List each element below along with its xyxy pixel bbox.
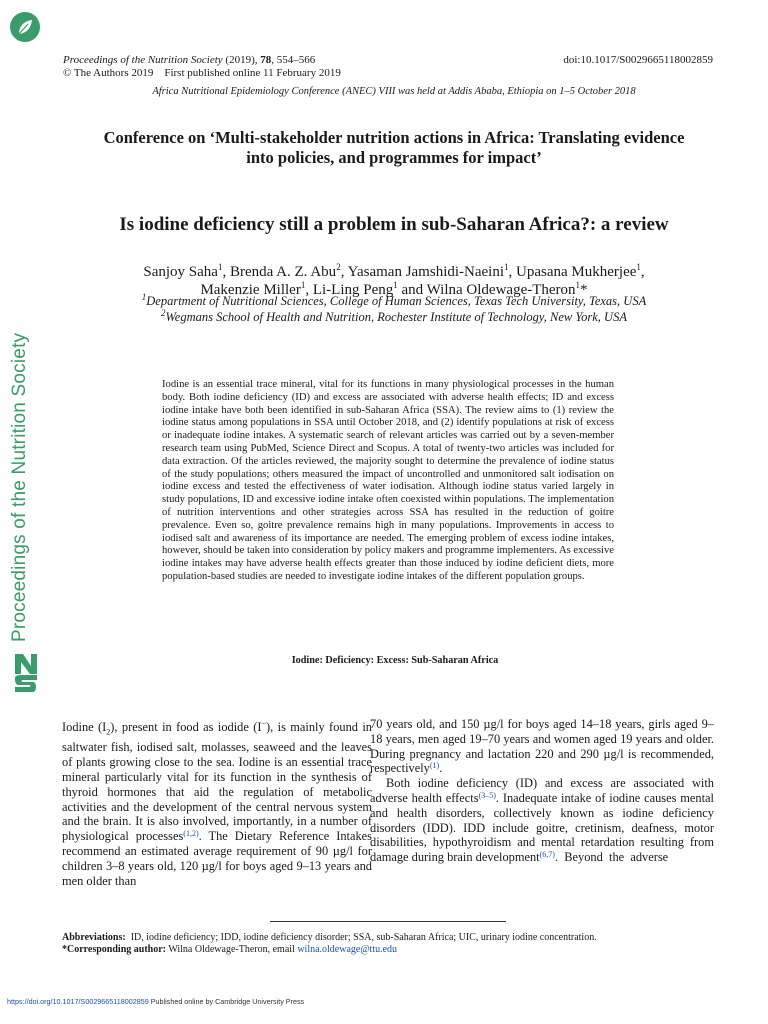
affiliation-sup: 1 — [393, 280, 398, 290]
affiliation-text: Wegmans School of Health and Nutrition, Rochester Institute of Technology, New York, USA — [165, 309, 627, 324]
footnote-divider — [270, 921, 506, 922]
affiliation-sup: 1 — [636, 262, 641, 272]
citation-link[interactable]: (1,2) — [183, 829, 199, 839]
affiliation-sup: 2 — [161, 307, 166, 318]
author-name: , Brenda A. Z. Abu — [222, 264, 337, 280]
journal-pages: , 554–566 — [271, 54, 316, 66]
journal-volume: 78 — [260, 54, 272, 66]
citation-link[interactable]: (1) — [429, 761, 440, 771]
body-column-left — [62, 717, 372, 888]
journal-citation — [63, 54, 315, 67]
author-name: , Li-Ling Peng — [305, 282, 394, 298]
doi-label[interactable]: doi:10.1017/S0029665118002859 — [563, 54, 713, 66]
sidebar-journal-title: Proceedings of the Nutrition Society — [9, 332, 30, 642]
journal-name: Proceedings of the Nutrition Society — [63, 54, 223, 66]
body-paragraph: 70 years old, and 150 µg/l for boys aged 14–18 years, girls aged 9–18 years, men aged 19–70 years and women aged 19 years and older. During pregnancy and lactation 220 and 290 µg/l is recommended, respectively$^{(1)}$. — [370, 717, 714, 776]
publisher-note: Published online by Cambridge University Press — [148, 997, 305, 1006]
affiliation-sup: 1 — [217, 262, 223, 272]
conference-title — [60, 128, 728, 168]
author-name: Makenzie Miller — [200, 282, 301, 298]
affiliation-sup: 1 — [575, 280, 581, 290]
copyright-line: © The Authors 2019 First published online 11 February 2019 — [63, 67, 341, 79]
doi-url-link[interactable]: https://doi.org/10.1017/S0029665118002859 — [7, 997, 149, 1006]
footnotes — [62, 932, 722, 956]
author-name: and Wilna Oldewage-Theron — [397, 282, 576, 298]
affiliations — [60, 291, 728, 325]
author-name: , Upasana Mukherjee — [508, 264, 637, 280]
conference-note: Africa Nutritional Epidemiology Conference (ANEC) VIII was held at Addis Ababa, Ethiopia on 1–5 October 2018 — [152, 86, 636, 97]
keywords: Iodine: Deficiency: Excess: Sub-Saharan Africa — [291, 655, 499, 666]
conference-title-line: into policies, and programmes for impact’ — [246, 148, 542, 167]
page-footer — [7, 997, 304, 1006]
email-link[interactable]: wilna.oldewage@ttu.edu — [297, 944, 398, 955]
journal-year: (2019), — [222, 54, 261, 66]
body-paragraph: Iodine $(I_2)$, present in food as iodide (I−), is mainly found in saltwater fish, iodised salt, molasses, seaweed and the leaves of plants growing close to the sea. Iodine is an essential trace mineral particularly vital for its function in the synthesis of thyroid hormones that aid the regulation of metabolic activities and the development of the central nervous system and the brain. It is also involved, importantly, in a number of physiological processes$^{(1,2)}$. The Dietary Reference Intakes recommend an estimated average requirement of 90 µg/l for children 3–8 years old, 120 µg/l for boys aged 9–13 years and men older than — [62, 719, 373, 888]
corresponding-label: *Corresponding author: — [62, 944, 166, 955]
affiliation-sup: 1 — [504, 262, 509, 272]
corresponding-asterisk: * — [580, 282, 588, 298]
paper-title: Is iodine deficiency still a problem in sub-Saharan Africa?: a review — [119, 214, 669, 235]
affiliation-sup: 2 — [336, 262, 341, 272]
corresponding-text: Wilna Oldewage-Theron, email — [166, 944, 298, 955]
body-column-right — [370, 717, 714, 865]
abstract: Iodine is an essential trace mineral, vital for its functions in many physiological processes in the human body. Both iodine deficiency (ID) and excess are associated with adverse health effects; ID and excess iodine intake have both been identified in sub-Saharan Africa (SSA). The review aims to (1) review the iodine status among populations in SSA until October 2018, and (2) identify populations at risk of excess or inadequate iodine intakes. A systematic search of relevant articles was carried out by a seven-member research team using PubMed, Science Direct and Scopus. A total of twenty-two articles was included for data extraction. Of the articles reviewed, the majority sought to determine the prevalence of iodine status of the study populations; others measured the impact of uncontrolled and unmonitored salt iodisation on iodine excess and tested the effectiveness of water iodisation. Although iodine status varied largely in study populations, ID and excessive iodine intake often coexisted within populations. The implementation of nutrition interventions and other strategies across SSA has resulted in the reduction of goitre prevalence. Even so, goitre prevalence remains high in many populations. Improvements in access to iodised salt and awareness of its importance are needed. The emerging problem of excess iodine intakes, however, should be taken into consideration by policy makers and programme implementers. As excessive iodine intakes may have adverse health effects greater than those induced by iodine deficient diets, more population-based studies are needed to investigate iodine intakes of the different population groups. — [162, 379, 614, 582]
author-name: Sanjoy Saha — [143, 264, 218, 280]
conference-title-line: Conference on ‘Multi-stakeholder nutrition actions in Africa: Translating evidence — [103, 128, 685, 147]
author-separator: , — [640, 264, 645, 280]
citation-link[interactable]: (3–5) — [478, 790, 496, 800]
body-paragraph: Both iodine deficiency (ID) and excess are associated with adverse health effects$^{(3-5)}$. Inadequate intake of iodine causes mental and health disorders, collectively known as iodine deficiency disorders (IDD). IDD include goitre, cretinism, deafness, motor disabilities, hypothyroidism and mental retardation resulting from damage during brain development$^{(6,7)}$. Beyond the adverse — [370, 776, 714, 865]
abbreviations-text: ID, iodine deficiency; IDD, iodine deficiency disorder; SSA, sub-Saharan Africa; UIC, urinary iodine concentration. — [125, 932, 597, 943]
citation-link[interactable]: (6,7) — [539, 850, 555, 860]
affiliation-text: Department of Nutritional Sciences, College of Human Sciences, Texas Tech University, Texas, USA — [146, 294, 647, 308]
abbreviations-label: Abbreviations: — [62, 932, 126, 943]
leaf-circle-icon — [10, 12, 40, 42]
affiliation-sup: 1 — [300, 280, 306, 290]
affiliation-sup: 1 — [141, 291, 147, 302]
author-name: , Yasaman Jamshidi-Naeini — [340, 264, 505, 280]
